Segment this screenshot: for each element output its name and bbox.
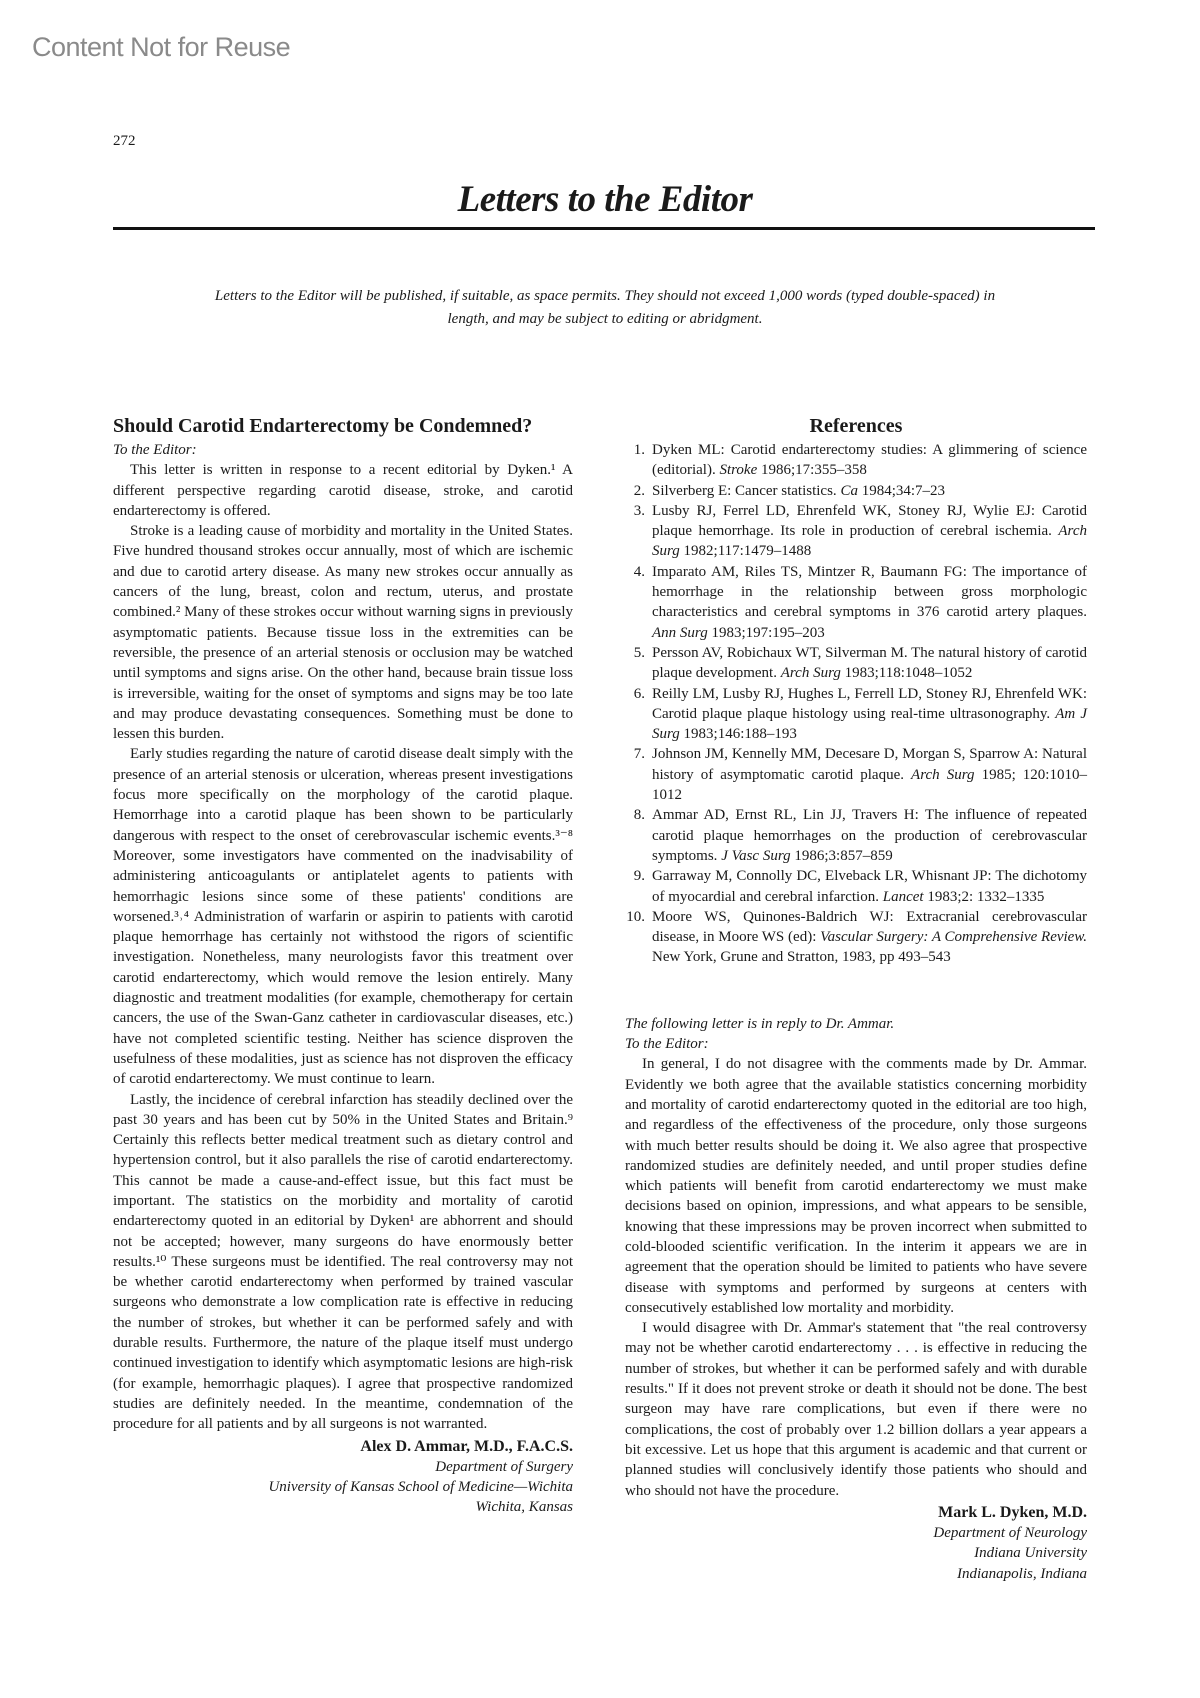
paragraph: In general, I do not disagree with the comments made by Dr. Ammar. Evidently we both agree that the available statistics concerning morbidity and mortality of carotid endarterectomy quoted in the editorial are too high, and regardless of the effectiveness of the procedure, only those surgeons with much better results should be doing it. We also agree that prospective randomized studies are definitely needed, and until proper studies define which patients will benefit from carotid endarterectomy we must make decisions based on opinion, impressions, and what appears to be sensible, knowing that these impressions may be proven incorrect when submitted to cold-blooded scientific verification. In the interim it appears we are in agreement that the operation should be limited to patients who have severe disease with symptoms and performed by surgeons at centers with consecutively established low mortality and morbidity. <box>625 1056 1087 1316</box>
reference-journal: J Vasc Surg <box>721 847 791 864</box>
signature-block <box>113 1437 573 1518</box>
paragraph: Lastly, the incidence of cerebral infarction has steadily declined over the past 30 years and has been cut by 50% in the United States and Britain.⁹ Certainly this reflects better medical treatment such as dietary control and hypertension control, but it also parallels the rise of carotid endarterectomy. This cannot be made a cause-and-effect issue, but this fact must be important. The statistics on the morbidity and mortality of carotid endarterectomy quoted in an editorial by Dyken¹ are abhorrent and should not be accepted; however, many surgeons do have enormously better results.¹⁰ These surgeons must be identified. The real controversy may not be whether carotid endarterectomy when performed by trained vascular surgeons who demonstrate a low complication rate is effective in reducing the number of strokes, but whether it can be performed safely and with durable results. Furthermore, the nature of the plaque itself must undergo continued investigation to identify which asymptomatic lesions are high-risk (for example, hemorrhagic plaques). I agree that prospective randomized studies are definitely needed. In the meantime, condemnation of the procedure for all patients and by all surgeons is not warranted. <box>113 1091 573 1433</box>
right-column <box>625 414 1087 1584</box>
reference-citation: New York, Grune and Stratton, 1983, pp 493–543 <box>652 949 951 966</box>
reference-citation: 1986;3:857–859 <box>790 847 893 864</box>
reference-journal: Vascular Surgery: A Comprehensive Review. <box>820 929 1087 946</box>
paragraph: This letter is written in response to a recent editorial by Dyken.¹ A different perspective regarding carotid disease, stroke, and carotid endarterectomy is offered. <box>113 462 573 519</box>
paragraph: Stroke is a leading cause of morbidity and mortality in the United States. Five hundred thousand strokes occur annually, most of which are ischemic and due to carotid artery disease. As many new strokes occur annually as cancers of the lung, breast, colon and rectum, uterus, and prostate combined.² Many of these strokes occur without warning signs in previously asymptomatic patients. Because tissue loss in the extremities can be reversible, the presence of an arterial stenosis or occlusion may be watched until symptoms and signs arise. On the other hand, because brain tissue loss is irreversible, waiting for the onset of symptoms and signs may be too late and may produce devastating consequences. Something must be done to lessen this burden. <box>113 523 573 743</box>
reference-number: 6. <box>633 685 645 702</box>
author-institution: University of Kansas School of Medicine—Wichita <box>268 1479 573 1496</box>
reference-text: Imparato AM, Riles TS, Mintzer R, Baumann FG: The importance of hemorrhage in the relationship between gross morphologic characteristics and cerebral symptoms in 376 carotid artery plaques. <box>652 563 1087 621</box>
reference-journal: Arch Surg <box>780 665 841 682</box>
reference-list <box>625 440 1087 968</box>
paragraph: Early studies regarding the nature of carotid disease dealt simply with the presence of an arterial stenosis or ulceration, whereas present investigations focus more specifically on the morphology of the carotid plaque. Hemorrhage into a carotid plaque has been shown to be particularly dangerous with respect to the onset of cerebrovascular ischemic events.³⁻⁸ Moreover, some investigators have commented on the inadvisability of administering anticoagulants or antiplatelet agents to patients with hemorrhagic lesions since some of these patients' conditions are worsened.³˒⁴ Administration of warfarin or aspirin to patients with carotid plaque hemorrhage has certainly not withstood the rigors of scientific investigation. Nonetheless, many neurologists favor this treatment over carotid endarterectomy, which would remove the lesion entirely. Many diagnostic and treatment modalities (for example, chemotherapy for certain cancers, the use of the Swan-Ganz catheter in cardiovascular diseases, etc.) have not completed scientific testing. Neither has science disproven the usefulness of these modalities, just as science has not disproven the efficacy of carotid endarterectomy. We must continue to learn. <box>113 746 573 1088</box>
reference-number: 5. <box>633 644 645 661</box>
reference-number: 3. <box>633 502 645 519</box>
reference-citation: 1983;146:188–193 <box>679 726 797 743</box>
reference-text: Garraway M, Connolly DC, Elveback LR, Whisnant JP: The dichotomy of myocardial and cerebral infarction. <box>652 868 1087 905</box>
reference-journal: Lancet <box>882 888 924 905</box>
letter-heading: Should Carotid Endarterectomy be Condemned? <box>113 415 533 437</box>
reference-number: 1. <box>633 442 645 458</box>
reference-citation: 1982;117:1479–1488 <box>679 543 812 560</box>
author-location: Indianapolis, Indiana <box>957 1565 1087 1582</box>
reference-item <box>625 501 1087 562</box>
reference-citation: 1984;34:7–23 <box>857 482 946 499</box>
reference-journal: Ann Surg <box>652 624 708 641</box>
paragraph: I would disagree with Dr. Ammar's statement that "the real controversy may not be whether carotid endarterectomy . . . is effective in reducing the number of strokes, but whether it can be performed safely and with durable results." If it does not prevent stroke or death it should not be done. The best surgeon may have rare complications, but even if there were no complications, the cost of probably over 1.2 billion dollars a year appears a bit excessive. Let us hope that this argument is academic and that current or planned studies will conclusively identify those patients who should and who should not have the procedure. <box>625 1320 1087 1499</box>
reference-text: Johnson JM, Kennelly MM, Decesare D, Morgan S, Sparrow A: Natural history of asymptomatic carotid plaque. <box>652 746 1087 783</box>
page-number: 272 <box>113 133 136 149</box>
reference-journal: Ca <box>840 482 858 499</box>
reference-text: Reilly LM, Lusby RJ, Hughes L, Ferrell LD, Stoney RJ, Ehrenfeld WK: Carotid plaque plaque histology using real-time ultrasonography. <box>652 685 1087 722</box>
reference-journal: Arch Surg <box>652 523 1087 560</box>
reference-journal: Stroke <box>719 462 758 479</box>
reference-text: Dyken ML: Carotid endarterectomy studies: A glimmering of science (editorial). <box>652 442 1087 479</box>
reference-text: Lusby RJ, Ferrel LD, Ehrenfeld WK, Stoney RJ, Wylie EJ: Carotid plaque hemorrhage. Its role in production of cerebral ischemia. <box>652 502 1087 540</box>
letter-ammar <box>113 414 573 1518</box>
author-institution: Indiana University <box>974 1545 1087 1562</box>
reference-item <box>625 684 1087 745</box>
title-divider <box>113 227 1095 230</box>
author-department: Department of Neurology <box>933 1525 1087 1542</box>
reference-number: 7. <box>633 746 645 763</box>
reference-number: 2. <box>633 482 645 499</box>
reference-item <box>625 481 1087 501</box>
reference-number: 8. <box>633 807 645 824</box>
reference-number: 9. <box>633 868 645 885</box>
reference-text: Ammar AD, Ernst RL, Lin JJ, Travers H: The influence of repeated carotid plaque hemorrhages on the production of cerebrovascular symptoms. <box>652 807 1087 864</box>
reference-text: Moore WS, Quinones-Baldrich WJ: Extracranial cerebrovascular disease, in Moore WS (ed): <box>652 908 1087 946</box>
reference-citation: 1986;17:355–358 <box>757 462 867 479</box>
signature-block <box>625 1503 1087 1584</box>
reference-item <box>625 866 1087 907</box>
reference-item <box>625 805 1087 866</box>
author-department: Department of Surgery <box>435 1458 573 1475</box>
reference-citation: 1983;2: 1332–1335 <box>923 888 1045 905</box>
reply-intro: The following letter is in reply to Dr. Ammar. <box>625 1015 895 1032</box>
author-name: Alex D. Ammar, M.D., F.A.C.S. <box>360 1437 573 1455</box>
watermark: Content Not for Reuse <box>32 32 291 62</box>
author-location: Wichita, Kansas <box>475 1499 573 1516</box>
reference-citation: 1983;197:195–203 <box>707 624 825 641</box>
reference-text: Persson AV, Robichaux WT, Silverman M. The natural history of carotid plaque development. <box>652 644 1087 682</box>
reference-citation: 1985; 120:1010–1012 <box>652 766 1087 804</box>
reference-item <box>625 907 1087 968</box>
reference-item <box>625 562 1087 643</box>
references-heading: References <box>809 415 903 437</box>
reference-journal: Am J Surg <box>652 705 1087 743</box>
page-title: Letters to the Editor <box>457 179 753 220</box>
salutation: To the Editor: <box>113 442 197 458</box>
author-name: Mark L. Dyken, M.D. <box>938 1503 1087 1521</box>
reference-item <box>625 643 1087 684</box>
reference-text: Silverberg E: Cancer statistics. <box>652 482 841 499</box>
reference-journal: Arch Surg <box>911 766 975 783</box>
salutation: To the Editor: <box>625 1036 709 1053</box>
reference-item <box>625 744 1087 805</box>
reference-number: 10. <box>626 908 645 925</box>
submission-notice: Letters to the Editor will be published, if suitable, as space permits. They should not exceed 1,000 words (typed double-spaced) in length, and may be subject to editing or abridgment. <box>214 288 996 327</box>
reference-item <box>625 440 1087 481</box>
reference-number: 4. <box>633 563 645 580</box>
reference-citation: 1983;118:1048–1052 <box>840 665 973 682</box>
